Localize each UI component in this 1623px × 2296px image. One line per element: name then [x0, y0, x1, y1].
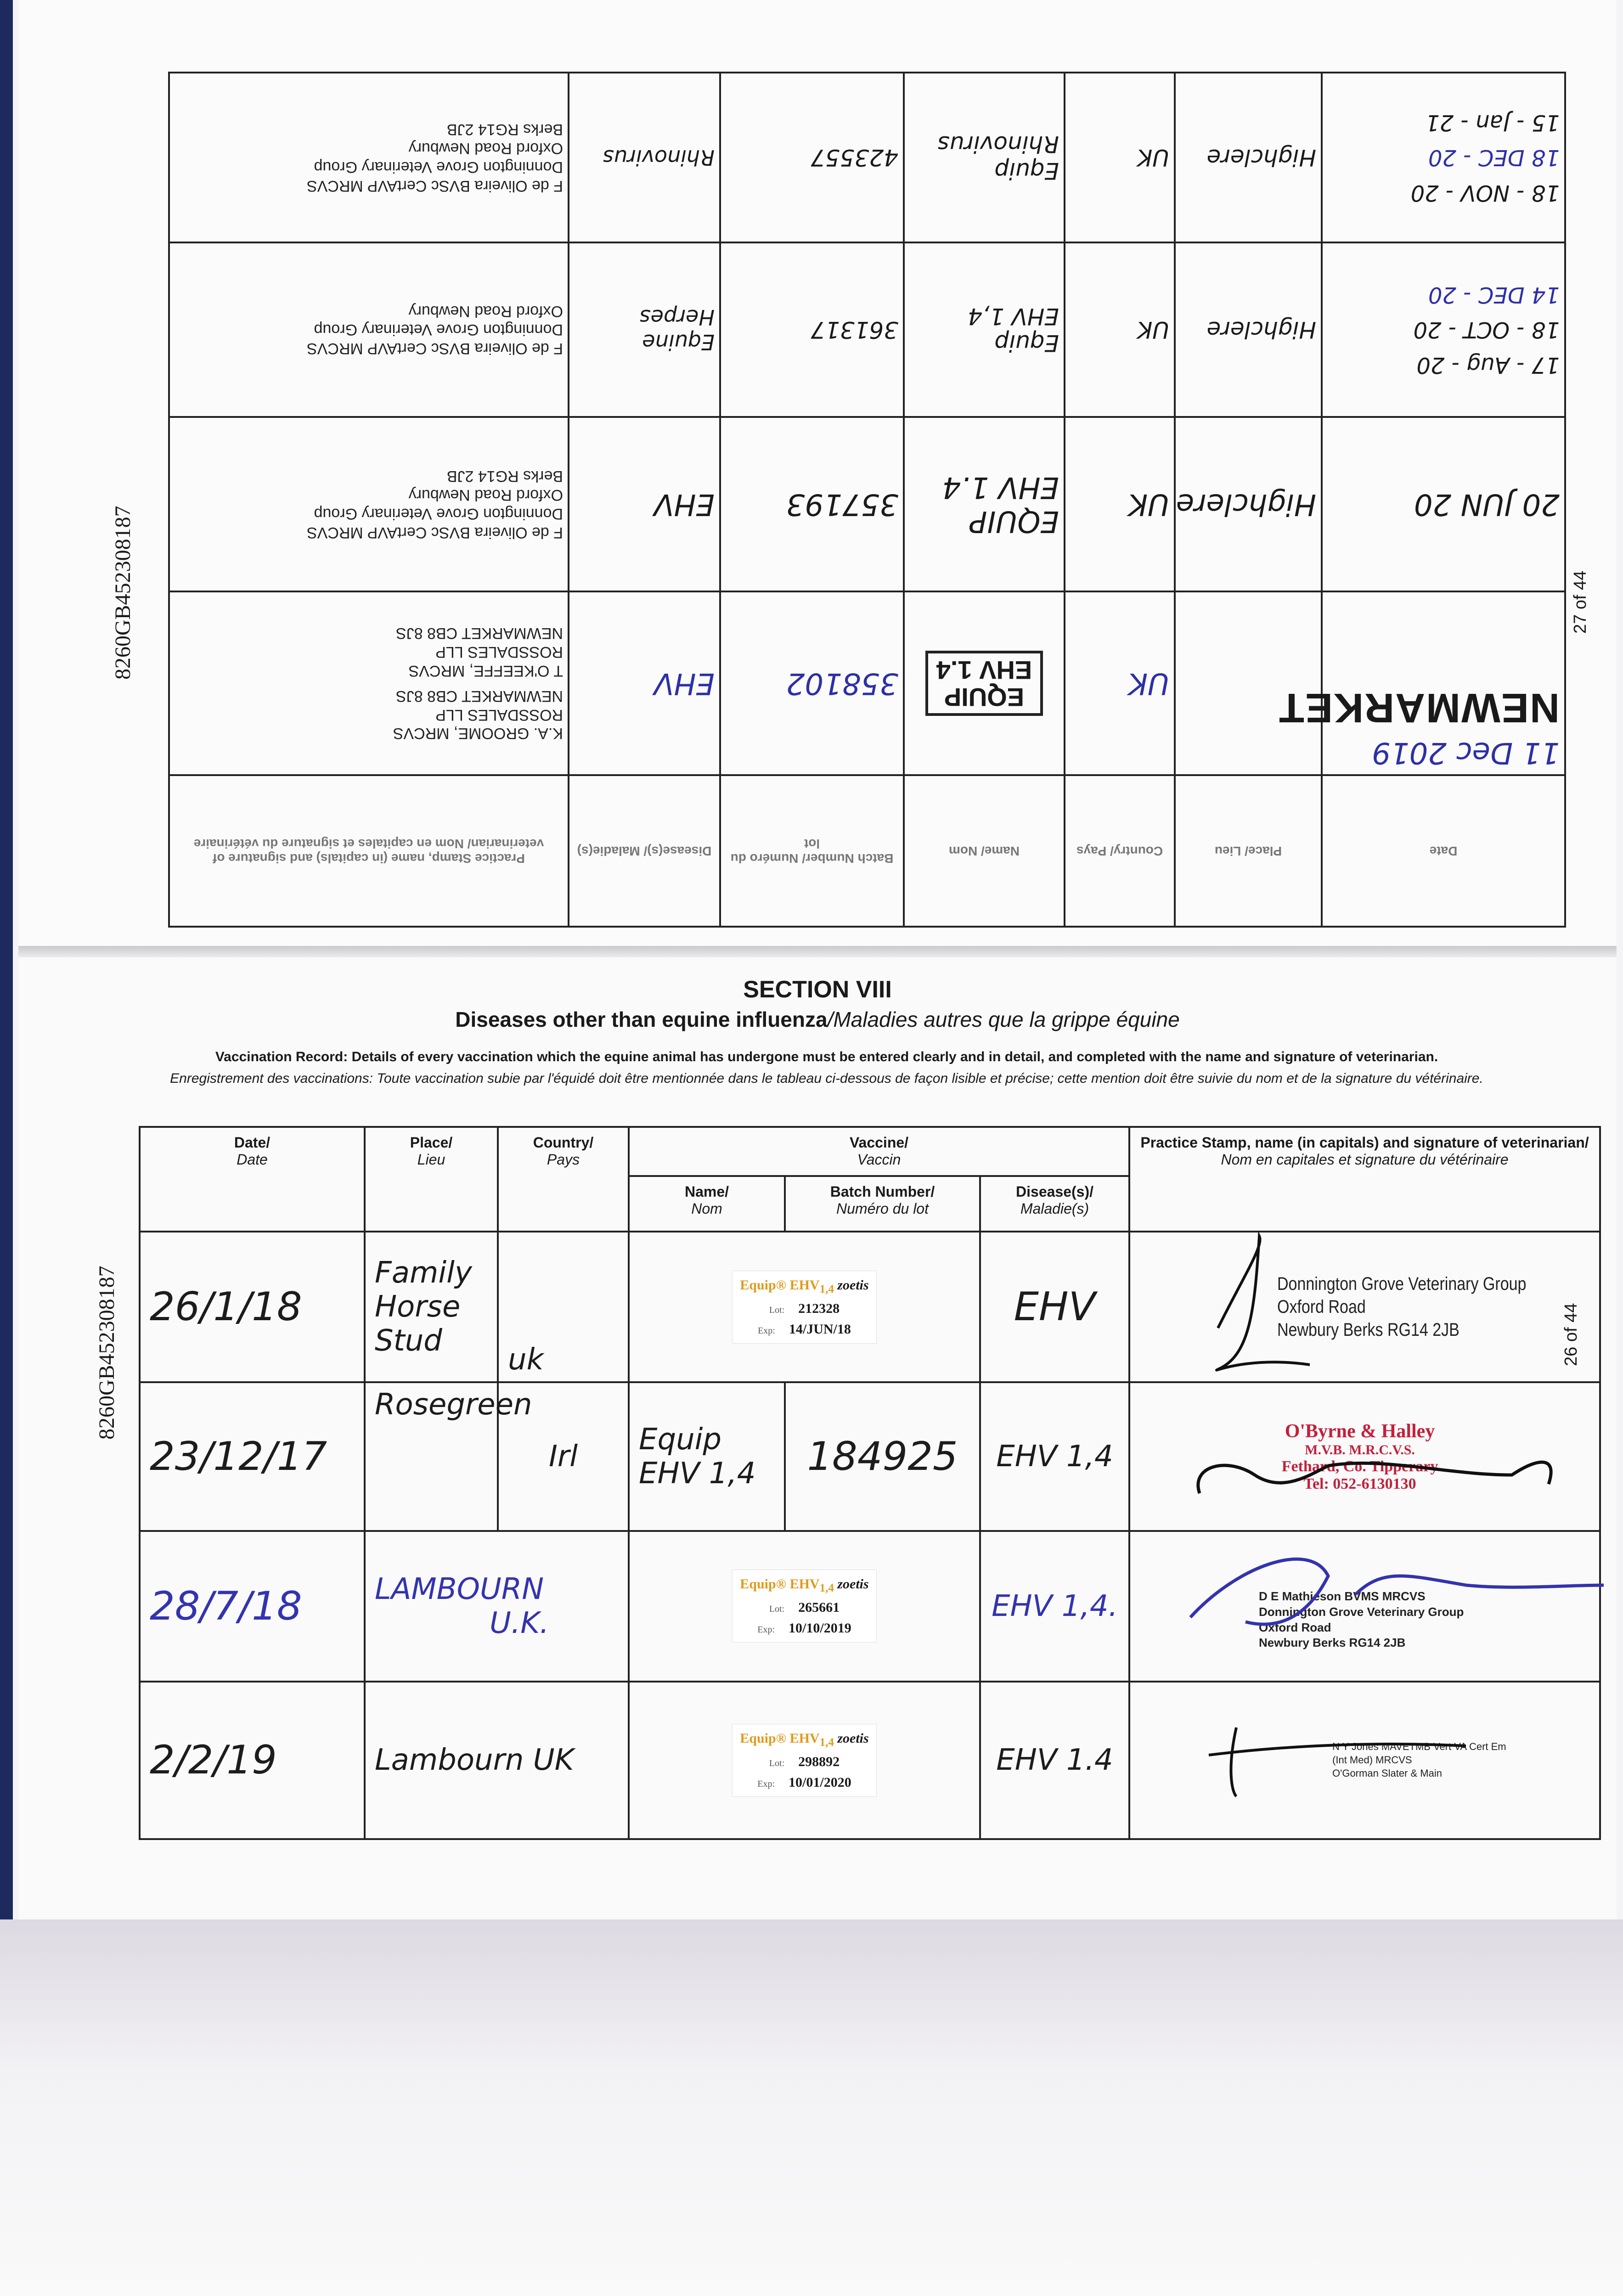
row-place: Lambourn UK [365, 1682, 629, 1839]
top-batch: 423557 [720, 73, 904, 242]
stamp-line: O'Gorman Slater & Main [1332, 1767, 1442, 1779]
top-header-date: Date [1322, 775, 1565, 927]
top-disease: EHV [569, 417, 720, 591]
vaccination-table [139, 1126, 1599, 1840]
equip-stamp-line1: EQUIP [944, 682, 1025, 712]
stamp-line: M.V.B. M.R.C.V.S. [1305, 1442, 1415, 1458]
row-practice-stamp [1129, 1382, 1600, 1531]
top-name-line2: EHV 1.4 [942, 470, 1059, 504]
scan-edge [0, 0, 13, 2158]
subtitle-fr: /Maladies autres que la grippe équine [827, 1007, 1180, 1031]
row-practice-stamp [1129, 1531, 1600, 1682]
top-place: Highclere [1175, 73, 1322, 242]
top-name-line1: EQUIP [969, 504, 1059, 538]
top-practice-stamp [169, 242, 569, 417]
top-country: UK [1065, 73, 1175, 242]
vaccine-sticker [732, 1570, 876, 1643]
stamp-line: Berks RG14 2JB [446, 121, 563, 139]
stamp-line: Oxford Road [1259, 1620, 1331, 1634]
stamp-line: Oxford Road Newbury [408, 486, 563, 504]
stamp-line: O'Byrne & Halley [1285, 1420, 1435, 1442]
top-disease: Equine Herpes [569, 242, 720, 417]
sticker-sub: 1,4 [819, 1736, 834, 1749]
vaccination-record-instructions-en: Vaccination Record: Details of every vaccination which the equine animal has undergone must be entered clearly and in detail, and completed with the name and signature of veterinarian. [215, 1049, 1438, 1064]
sticker-brand: Equip® EHV [740, 1277, 820, 1293]
page-number-top: 27 of 44 [1571, 570, 1590, 634]
sticker-lot: 212328 [798, 1300, 840, 1316]
row-country: Irl [498, 1382, 629, 1531]
sticker-lot: 298892 [798, 1754, 840, 1769]
row-date: 26/1/18 [140, 1232, 365, 1382]
sticker-lot-key: Lot: [769, 1758, 785, 1768]
stamp-line: Newbury Berks RG14 2JB [1277, 1320, 1460, 1340]
stamp-line: T O'KEEFFE, MRCVS [408, 662, 563, 680]
top-header-name: Name/ Nom [904, 775, 1065, 927]
sticker-sub: 1,4 [819, 1582, 834, 1595]
passport-number-bottom: 8260GB452308187 [95, 1266, 119, 1440]
sticker-maker: zoetis [837, 1576, 869, 1592]
row-disease: EHV 1,4 [980, 1382, 1129, 1531]
col-header-place: Place/ Lieu [365, 1127, 498, 1232]
top-date: 17 - Aug - 20 [1416, 352, 1560, 378]
top-date: 11 Dec 2019 [1372, 736, 1560, 770]
stamp-line: Oxford Road [1277, 1297, 1366, 1317]
row-date: 2/2/19 [140, 1682, 365, 1839]
stamp-line: Fethard, Co. Tipperary [1281, 1458, 1438, 1475]
stamp-line: Berks RG14 2JB [446, 467, 563, 485]
row-place [365, 1531, 629, 1682]
stamp-line: Donnington Grove Veterinary Group [1259, 1604, 1464, 1619]
row-place: Family Horse Stud [365, 1232, 498, 1382]
top-date: 18 - NOV - 20 [1410, 180, 1560, 206]
row-vaccine-name: Equip EHV 1,4 [629, 1382, 785, 1531]
row-country: uk [498, 1232, 629, 1382]
vaccine-sticker [732, 1724, 876, 1797]
row-disease: EHV [980, 1232, 1129, 1382]
top-batch: 361317 [720, 242, 904, 417]
top-disease: EHV [569, 591, 720, 775]
vaccine-sticker [732, 1271, 876, 1344]
top-country: UK [1065, 242, 1175, 417]
sticker-maker: zoetis [837, 1731, 869, 1746]
vaccination-row-2 [140, 1382, 1600, 1531]
stamp-line: K.A. GROOME, MRCVS [393, 725, 563, 743]
stamp-line: (Int Med) MRCVS [1332, 1754, 1412, 1766]
stamp-line: Newbury Berks RG14 2JB [1259, 1636, 1406, 1650]
sticker-brand: Equip® EHV [740, 1576, 820, 1592]
vaccination-row-1 [140, 1232, 1600, 1382]
stamp-line: NEWMARKET CB8 8JS [395, 687, 563, 705]
top-row-1 [169, 591, 1565, 775]
stamp-line: NEWMARKET CB8 8JS [395, 625, 563, 642]
vaccination-table-upside-down [170, 73, 1566, 928]
top-place: Highclere [1175, 242, 1322, 417]
top-date: 14 DEC - 20 [1428, 281, 1560, 308]
top-date: 18 DEC - 20 [1428, 145, 1560, 171]
stamp-line: Oxford Road Newbury [408, 302, 563, 320]
top-header-batch: Batch Number/ Numéro du lot [720, 775, 904, 927]
sticker-lot: 265661 [798, 1599, 840, 1615]
top-name-line1: Equip [994, 330, 1059, 356]
row-batch: 184925 [785, 1382, 980, 1531]
sticker-exp: 10/01/2020 [789, 1774, 851, 1790]
top-date: 18 - OCT - 20 [1413, 317, 1560, 343]
top-equip-stamp [925, 651, 1043, 716]
top-place-stamp: NEWMARKET [1278, 685, 1560, 731]
stamp-line: ROSSDALES LLP [435, 643, 563, 661]
top-batch: 358102 [720, 591, 904, 775]
row-practice-stamp [1129, 1682, 1600, 1839]
stamp-line: D E Mathieson BVMS MRCVS [1259, 1589, 1426, 1603]
vaccine-sticker-cell [629, 1232, 980, 1382]
passport-page-27 [18, 0, 1617, 957]
stamp-line: F de Oliveira BVSc CertAVP MRCVS [306, 340, 563, 358]
sticker-exp-key: Exp: [757, 1778, 775, 1789]
top-header-country: Country/ Pays [1065, 775, 1175, 927]
stamp-line: ROSSDALES LLP [435, 706, 563, 724]
vaccine-sticker-cell [629, 1682, 980, 1839]
stamp-line: F de Oliveira BVSc CertAVP MRCVS [306, 177, 563, 195]
col-header-disease: Disease(s)/ Maladie(s) [980, 1176, 1129, 1232]
header-row-1 [140, 1127, 1600, 1176]
sticker-brand: Equip® EHV [740, 1731, 820, 1746]
stamp-line: Tel: 052-6130130 [1303, 1475, 1416, 1492]
stamp-line: Donnington Grove Veterinary Group [314, 158, 563, 176]
row-country: U.K. [490, 1606, 549, 1640]
top-country: UK [1065, 417, 1175, 591]
sticker-lot-key: Lot: [769, 1305, 785, 1315]
top-row-4 [169, 73, 1565, 242]
equip-stamp-line2: EHV 1.4 [936, 656, 1032, 685]
sticker-exp: 10/10/2019 [789, 1620, 851, 1636]
sticker-exp: 14/JUN/18 [789, 1321, 851, 1337]
top-name-line2: EHV 1,4 [968, 303, 1059, 330]
top-row-2 [169, 417, 1565, 591]
stamp-line: Donnington Grove Veterinary Group [1277, 1274, 1527, 1294]
page-number-bottom: 26 of 44 [1561, 1303, 1581, 1366]
sticker-sub: 1,4 [819, 1283, 834, 1296]
top-header-practice: Practice Stamp, name (in capitals) and signature of veterinarian/ Nom en capitales et signature du vétérinaire [169, 775, 569, 927]
top-place: Highclere [1175, 417, 1322, 591]
col-header-practice: Practice Stamp, name (in capitals) and signature of veterinarian/ Nom en capitales et signature du vétérinaire [1129, 1127, 1600, 1232]
row-place-text: LAMBOURN [375, 1572, 544, 1606]
vaccination-record-instructions-fr: Enregistrement des vaccinations: Toute vaccination subie par l'équidé doit être mentionnée dans le tableau ci-dessous de façon lisible et précise; cette mention doit être suivie du nom et de la signature du vétérinaire. [170, 1071, 1483, 1086]
stamp-line: N Y Jones MAVETMB Vert VA Cert Em [1332, 1741, 1506, 1753]
top-row-3 [169, 242, 1565, 417]
vaccine-sticker-cell [629, 1531, 980, 1682]
passport-number-top: 8260GB452308187 [111, 506, 135, 680]
top-header-place: Place/ Lieu [1175, 775, 1322, 927]
stamp-line: Donnington Grove Veterinary Group [314, 321, 563, 339]
sticker-maker: zoetis [837, 1277, 869, 1293]
row-date: 28/7/18 [140, 1531, 365, 1682]
col-header-date: Date/ Date [140, 1127, 365, 1232]
top-practice-stamp [169, 417, 569, 591]
top-practice-stamp [169, 591, 569, 775]
stamp-line: Donnington Grove Veterinary Group [314, 505, 563, 523]
row-disease: EHV 1.4 [980, 1682, 1129, 1839]
vaccination-row-4 [140, 1682, 1600, 1839]
top-date: 15 - Jan - 21 [1426, 109, 1560, 135]
top-name-line1: Equip [994, 158, 1059, 184]
top-batch: 357193 [720, 417, 904, 591]
sticker-exp-key: Exp: [758, 1325, 775, 1336]
top-practice-stamp [169, 73, 569, 242]
scan-background [0, 1919, 1623, 2296]
sticker-lot-key: Lot: [769, 1604, 785, 1614]
section-title: SECTION VIII [743, 976, 892, 1003]
top-header-disease: Disease(s)/ Maladie(s) [569, 775, 720, 927]
stamp-line: F de Oliveira BVSc CertAVP MRCVS [306, 523, 563, 541]
vaccination-row-3 [140, 1531, 1600, 1682]
row-disease: EHV 1,4. [980, 1531, 1129, 1682]
section-subtitle [18, 1007, 1617, 1032]
top-header-row [169, 775, 1565, 927]
stamp-line: Oxford Road Newbury [408, 140, 563, 157]
row-place: Rosegreen [365, 1382, 498, 1531]
top-name-line2: Rhinovirus [937, 131, 1059, 158]
top-date: 20 JUN 20 [1322, 417, 1565, 591]
subtitle-en: Diseases other than equine influenza [455, 1007, 828, 1031]
top-country: UK [1065, 591, 1175, 775]
top-disease: Rhinovirus [569, 73, 720, 242]
passport-page-26 [18, 957, 1617, 1919]
col-header-name: Name/ Nom [629, 1176, 785, 1232]
row-date: 23/12/17 [140, 1382, 365, 1531]
col-header-batch: Batch Number/ Numéro du lot [785, 1176, 980, 1232]
sticker-exp-key: Exp: [757, 1624, 775, 1635]
row-practice-stamp [1129, 1232, 1600, 1382]
col-header-vaccine: Vaccine/ Vaccin [629, 1127, 1129, 1176]
col-header-country: Country/ Pays [498, 1127, 629, 1232]
